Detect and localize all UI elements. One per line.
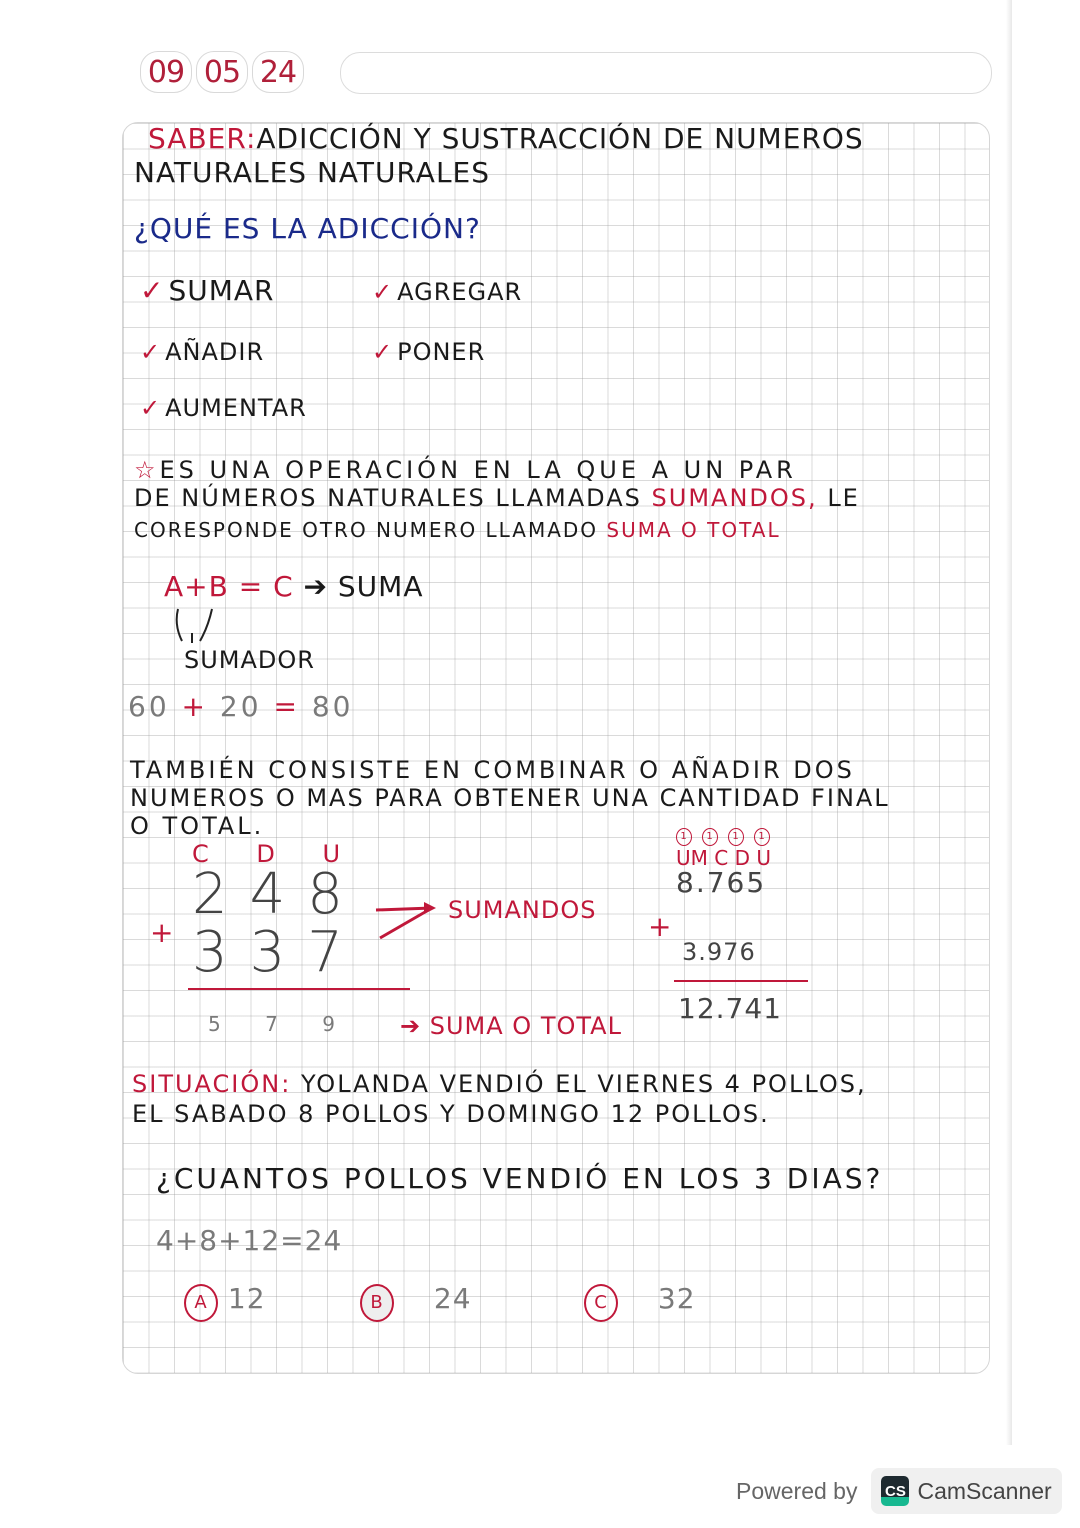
camscanner-badge: [871, 1468, 1061, 1514]
date-year: 24: [252, 51, 304, 93]
sumador-label: SUMADOR: [184, 646, 315, 674]
date-month: 05: [196, 51, 248, 93]
situation-question: ¿CUANTOS POLLOS VENDIÓ EN LOS 3 DIAS?: [156, 1162, 884, 1195]
addend-2b: 3.976: [682, 938, 756, 966]
addend-1b: 8.765: [676, 866, 767, 899]
date-boxes: [140, 50, 304, 94]
synonym-item-aumentar: ✓ AUMENTAR: [140, 394, 307, 422]
arrow-icon: [372, 898, 442, 942]
question-heading: ¿QUÉ ES LA ADICCIÓN?: [134, 212, 481, 245]
check-icon: ✓: [140, 394, 162, 422]
option-a: A 12: [184, 1282, 266, 1322]
date-day: 09: [140, 51, 192, 93]
formula-arrow-label: ➔ SUMA: [303, 570, 424, 603]
synonym-item-anadir: ✓ AÑADIR: [140, 338, 265, 366]
definition-line1: ☆ES UNA OPERACIÓN EN LA QUE A UN PAR: [134, 456, 797, 484]
synonym-item-agregar: ✓ AGREGAR: [372, 278, 523, 306]
also-line1: TAMBIÉN CONSISTE EN COMBINAR O AÑADIR DOS: [130, 756, 855, 784]
formula-expression: A+B = C: [164, 570, 294, 603]
sum-result: 5 7 9: [208, 1012, 336, 1036]
place-value-headers: C D U: [192, 840, 341, 868]
saber-label: SABER:: [148, 122, 257, 155]
addend-2: 337: [192, 920, 365, 985]
plus-operator-2: +: [648, 910, 673, 943]
sum-result-2: 12.741: [678, 992, 782, 1025]
camscanner-watermark: [736, 1468, 1062, 1514]
sum-line-2: [674, 980, 808, 982]
title-line1: [148, 122, 864, 155]
arrows-icon: [170, 605, 240, 647]
check-icon: ✓: [372, 338, 394, 366]
situation-line2: EL SABADO 8 POLLOS Y DOMINGO 12 POLLOS.: [132, 1100, 770, 1128]
example-equation: 60 + 20 = 80: [128, 690, 354, 723]
addend-1: 248: [192, 862, 365, 927]
also-line2: NUMEROS O MAS PARA OBTENER UNA CANTIDAD FINAL: [130, 784, 890, 812]
star-icon: ☆: [134, 456, 160, 484]
situation-line1: SITUACIÓN: YOLANDA VENDIÓ EL VIERNES 4 POLLOS,: [132, 1070, 867, 1098]
carry-row: 1 1 1 1: [676, 824, 780, 846]
title-line2: NATURALES NATURALES: [134, 156, 491, 189]
synonym-item-poner: ✓ PONER: [372, 338, 486, 366]
option-b: B 24: [360, 1282, 472, 1322]
check-icon: ✓: [372, 278, 394, 306]
definition-line2: DE NÚMEROS NATURALES LLAMADAS SUMANDOS, LE: [134, 484, 860, 512]
synonym-item-sumar: ✓ SUMAR: [140, 274, 275, 307]
title-box: [340, 52, 992, 94]
camscanner-brand: CamScanner: [917, 1477, 1052, 1504]
page-edge: [1006, 0, 1012, 1445]
sumandos-label: SUMANDOS: [448, 896, 597, 924]
sum-line: [188, 988, 410, 990]
suma-total-label: ➔ SUMA O TOTAL: [400, 1012, 622, 1040]
definition-line3: CORESPONDE OTRO NUMERO LLAMADO SUMA O TOTAL: [134, 518, 781, 542]
check-icon: ✓: [140, 274, 165, 307]
option-c: C 32: [584, 1282, 696, 1322]
plus-operator: +: [150, 916, 175, 949]
powered-by-text: Powered by: [736, 1477, 858, 1504]
place-value-headers-2: UM C D U: [676, 846, 771, 870]
camscanner-logo-icon: CS: [881, 1476, 909, 1506]
title-text: ADICCIÓN Y SUSTRACCIÓN DE NUMEROS: [256, 122, 864, 155]
work-equation: 4+8+12=24: [156, 1224, 343, 1257]
formula-row: [164, 570, 424, 603]
also-line3: O TOTAL.: [130, 812, 265, 840]
check-icon: ✓: [140, 338, 162, 366]
